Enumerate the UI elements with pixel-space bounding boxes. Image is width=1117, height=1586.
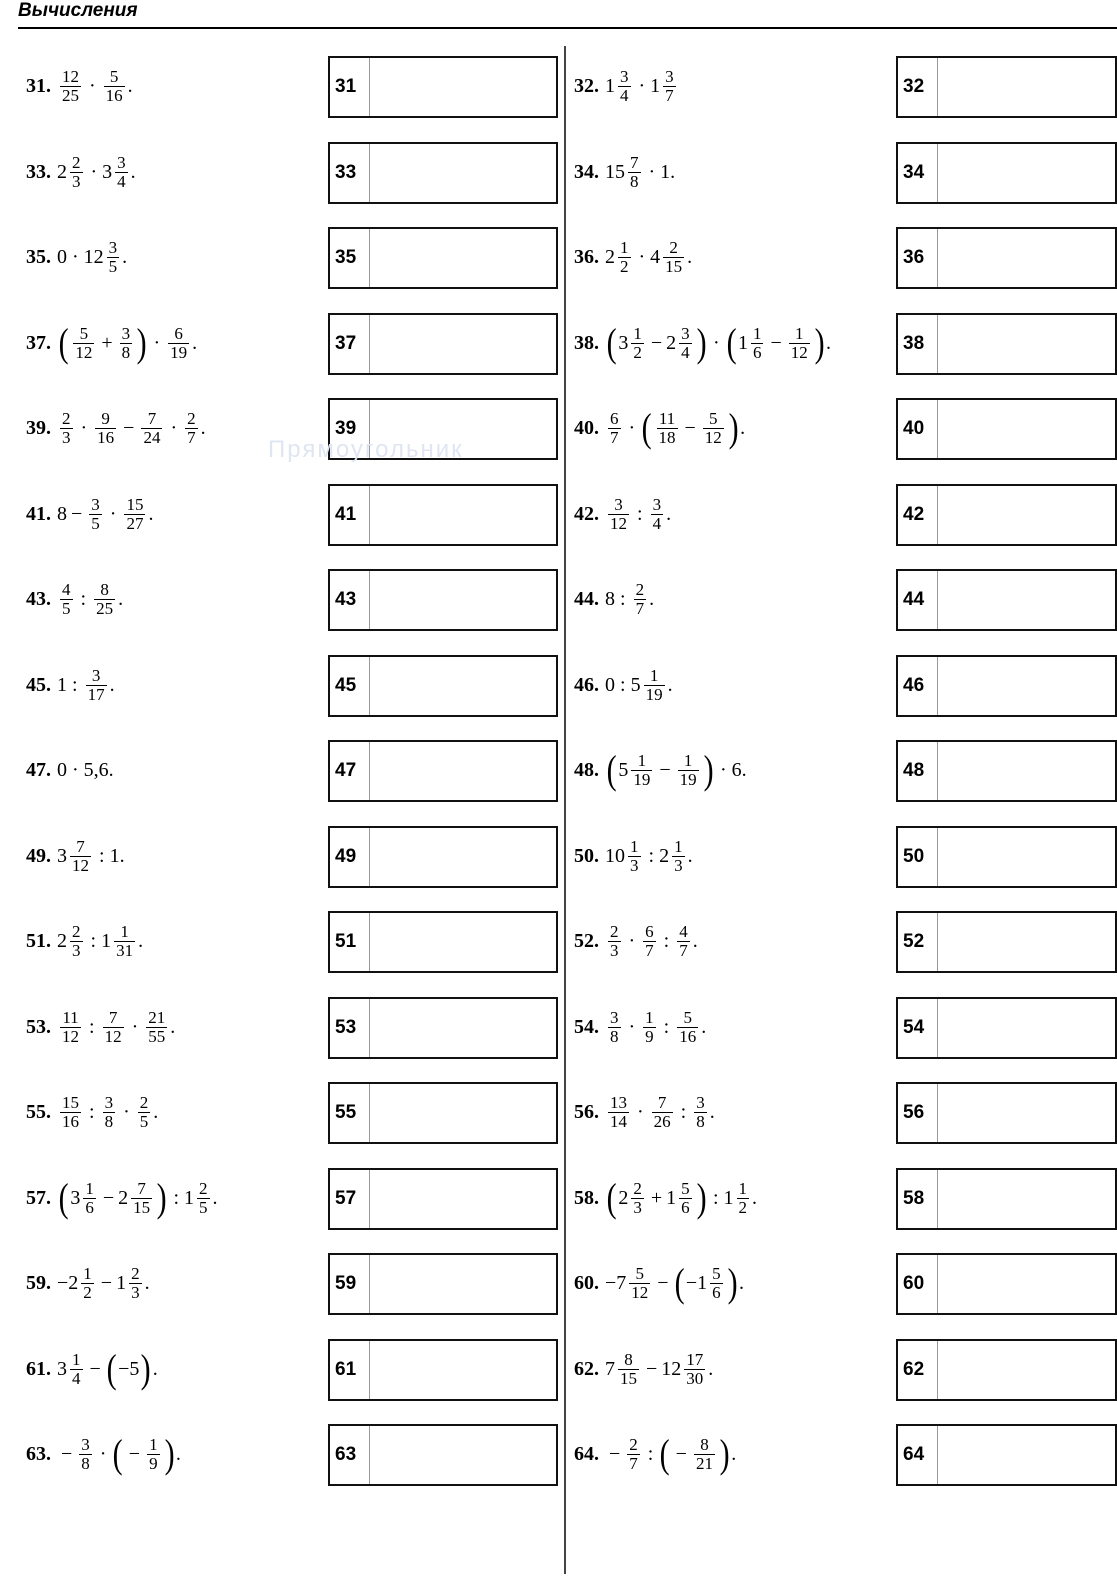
answer-box-number: 46: [898, 657, 938, 715]
problem-number: 52.: [574, 930, 599, 953]
problem-cell-right: [566, 386, 1117, 472]
problem-number: 57.: [26, 1186, 51, 1209]
problem-number: 34.: [574, 160, 599, 183]
answer-box-number: 63: [330, 1426, 370, 1484]
answer-box[interactable]: [328, 142, 558, 204]
answer-box[interactable]: [896, 655, 1117, 717]
problem-row: [0, 386, 1117, 472]
answer-box-number: 45: [330, 657, 370, 715]
problem-expression: 41. 8 − $\frac{3}{5}$ · $\frac{15}{27}$ .: [26, 494, 154, 533]
problem-number: 64.: [574, 1443, 599, 1466]
problem-number: 61.: [26, 1357, 51, 1380]
watermark-text: Прямоугольник: [268, 436, 464, 463]
answer-box[interactable]: [328, 1339, 558, 1401]
problem-cell-right: [566, 472, 1117, 558]
answer-input[interactable]: [938, 1341, 1115, 1399]
problem-number: 33.: [26, 160, 51, 183]
problem-expression: 62. 7 $\frac{8}{15}$ − 12 $\frac{17}{30}$ .: [574, 1349, 714, 1388]
problem-cell-left: [0, 1241, 564, 1327]
answer-box[interactable]: [328, 1168, 558, 1230]
problem-cell-left: [0, 1412, 564, 1498]
problem-expression: 59. −2 $\frac{1}{2}$ − 1 $\frac{2}{3}$ .: [26, 1264, 150, 1303]
answer-input[interactable]: [370, 1255, 556, 1313]
answer-box[interactable]: [896, 484, 1117, 546]
problem-number: 59.: [26, 1272, 51, 1295]
answer-input[interactable]: [938, 913, 1115, 971]
problem-row: [0, 215, 1117, 301]
problem-number: 54.: [574, 1015, 599, 1038]
answer-input[interactable]: [938, 657, 1115, 715]
problem-expression: 53. $\frac{11}{12}$ : $\frac{7}{12}$ · $\frac{21}{55}$ .: [26, 1007, 176, 1046]
problem-cell-right: [566, 44, 1117, 130]
problem-cell-left: [0, 215, 564, 301]
answer-input[interactable]: [938, 58, 1115, 116]
answer-input[interactable]: [370, 1170, 556, 1228]
answer-box-number: 48: [898, 742, 938, 800]
answer-box-number: 52: [898, 913, 938, 971]
problem-row: [0, 130, 1117, 216]
problem-expression: 64. − $\frac{2}{7}$ : ( − $\frac{8}{21}$ ) .: [574, 1431, 737, 1477]
problem-expression: 35. 0 · 12 $\frac{3}{5}$ .: [26, 238, 128, 277]
answer-box-number: 47: [330, 742, 370, 800]
answer-box-number: 56: [898, 1084, 938, 1142]
problem-row: [0, 814, 1117, 900]
answer-box[interactable]: [896, 1168, 1117, 1230]
problem-number: 43.: [26, 588, 51, 611]
answer-input[interactable]: [370, 144, 556, 202]
problem-number: 37.: [26, 331, 51, 354]
problem-row: [0, 44, 1117, 130]
problem-cell-right: [566, 985, 1117, 1071]
problem-cell-left: [0, 814, 564, 900]
answer-input[interactable]: [370, 913, 556, 971]
answer-box-number: 37: [330, 315, 370, 373]
problem-number: 40.: [574, 417, 599, 440]
problem-expression: 45. 1 : $\frac{3}{17}$ .: [26, 665, 115, 704]
problem-row: [0, 643, 1117, 729]
problem-cell-left: [0, 1156, 564, 1242]
answer-box-number: 33: [330, 144, 370, 202]
problem-number: 39.: [26, 417, 51, 440]
problem-row: [0, 899, 1117, 985]
answer-box[interactable]: [328, 826, 558, 888]
answer-box[interactable]: [896, 826, 1117, 888]
problem-number: 31.: [26, 75, 51, 98]
answer-box-number: 39: [330, 400, 370, 458]
answer-box[interactable]: [896, 1339, 1117, 1401]
answer-box-number: 61: [330, 1341, 370, 1399]
problem-row: [0, 472, 1117, 558]
answer-box[interactable]: [328, 1253, 558, 1315]
answer-box-number: 35: [330, 229, 370, 287]
problem-number: 35.: [26, 246, 51, 269]
problem-expression: 57. ( 3 $\frac{1}{6}$ − 2 $\frac{7}{15}$ ) : 1 $\frac{2}{5}$ .: [26, 1174, 218, 1220]
problem-cell-right: [566, 643, 1117, 729]
answer-input[interactable]: [938, 1170, 1115, 1228]
problem-row: [0, 728, 1117, 814]
problem-expression: 51. 2 $\frac{2}{3}$ : 1 $\frac{1}{31}$ .: [26, 922, 144, 961]
problem-number: 48.: [574, 759, 599, 782]
answer-box[interactable]: [328, 313, 558, 375]
answer-box-number: 43: [330, 571, 370, 629]
answer-box[interactable]: [896, 1253, 1117, 1315]
answer-box-number: 54: [898, 999, 938, 1057]
problem-number: 56.: [574, 1101, 599, 1124]
problem-expression: 61. 3 $\frac{1}{4}$ − ( −5 ) .: [26, 1345, 158, 1391]
problem-expression: 36. 2 $\frac{1}{2}$ · 4 $\frac{2}{15}$ .: [574, 238, 693, 277]
problem-row: [0, 301, 1117, 387]
problem-number: 50.: [574, 844, 599, 867]
problem-expression: 54. $\frac{3}{8}$ · $\frac{1}{9}$ : $\frac{5}{16}$ .: [574, 1007, 707, 1046]
problem-cell-right: [566, 130, 1117, 216]
answer-box-number: 55: [330, 1084, 370, 1142]
problem-cell-left: [0, 44, 564, 130]
problem-row: [0, 1327, 1117, 1413]
page-title: Вычисления: [18, 0, 138, 21]
problem-cell-left: [0, 130, 564, 216]
problem-row: [0, 1070, 1117, 1156]
problem-expression: 43. $\frac{4}{5}$ : $\frac{8}{25}$ .: [26, 580, 124, 619]
answer-input[interactable]: [370, 229, 556, 287]
problem-cell-left: [0, 557, 564, 643]
problem-number: 51.: [26, 930, 51, 953]
answer-box-number: 50: [898, 828, 938, 886]
problem-expression: 48. ( 5 $\frac{1}{19}$ − $\frac{1}{19}$ ) · 6.: [574, 747, 747, 793]
answer-box-number: 34: [898, 144, 938, 202]
problem-expression: 33. 2 $\frac{2}{3}$ · 3 $\frac{3}{4}$ .: [26, 152, 136, 191]
answer-box-number: 31: [330, 58, 370, 116]
answer-box-number: 44: [898, 571, 938, 629]
answer-input[interactable]: [370, 571, 556, 629]
problem-expression: 46. 0 : 5 $\frac{1}{19}$ .: [574, 665, 673, 704]
answer-box-number: 58: [898, 1170, 938, 1228]
problem-number: 32.: [574, 75, 599, 98]
answer-input[interactable]: [370, 315, 556, 373]
answer-box[interactable]: [328, 398, 558, 460]
problem-cell-left: [0, 985, 564, 1071]
answer-box[interactable]: [896, 313, 1117, 375]
answer-box[interactable]: [896, 142, 1117, 204]
problem-expression: 31. $\frac{12}{25}$ · $\frac{5}{16}$ .: [26, 67, 133, 106]
answer-box-number: 60: [898, 1255, 938, 1313]
problem-expression: 34. 15 $\frac{7}{8}$ · 1.: [574, 152, 676, 191]
problem-cell-left: [0, 643, 564, 729]
problem-cell-left: [0, 472, 564, 558]
problem-cell-right: [566, 215, 1117, 301]
problem-number: 55.: [26, 1101, 51, 1124]
answer-box-number: 53: [330, 999, 370, 1057]
problem-expression: 44. 8 : $\frac{2}{7}$ .: [574, 580, 655, 619]
problem-cell-right: [566, 899, 1117, 985]
problem-number: 42.: [574, 502, 599, 525]
answer-input[interactable]: [938, 315, 1115, 373]
answer-input[interactable]: [938, 486, 1115, 544]
answer-input[interactable]: [370, 657, 556, 715]
problem-expression: 38. ( 3 $\frac{1}{2}$ − 2 $\frac{3}{4}$ ) · ( 1 $\frac{1}{6}$ − $\frac{1}{12}$ ) .: [574, 319, 832, 365]
answer-input[interactable]: [938, 1084, 1115, 1142]
answer-box-number: 42: [898, 486, 938, 544]
problem-number: 38.: [574, 331, 599, 354]
answer-input[interactable]: [370, 999, 556, 1057]
answer-box[interactable]: [896, 997, 1117, 1059]
answer-box-number: 59: [330, 1255, 370, 1313]
answer-input[interactable]: [370, 486, 556, 544]
problem-expression: 50. 10 $\frac{1}{3}$ : 2 $\frac{1}{3}$ .: [574, 836, 693, 875]
problem-expression: 47. 0 · 5,6.: [26, 759, 114, 782]
answer-box[interactable]: [328, 56, 558, 118]
problem-row: [0, 1241, 1117, 1327]
answer-box[interactable]: [896, 1424, 1117, 1486]
answer-input[interactable]: [370, 58, 556, 116]
answer-input[interactable]: [938, 828, 1115, 886]
problem-expression: 42. $\frac{3}{12}$ : $\frac{3}{4}$ .: [574, 494, 672, 533]
problem-cell-left: [0, 1070, 564, 1156]
problem-number: 45.: [26, 673, 51, 696]
answer-box-number: 32: [898, 58, 938, 116]
problem-cell-right: [566, 728, 1117, 814]
answer-input[interactable]: [370, 1084, 556, 1142]
answer-box-number: 64: [898, 1426, 938, 1484]
problem-cell-right: [566, 301, 1117, 387]
problem-expression: 63. − $\frac{3}{8}$ · ( − $\frac{1}{9}$ ) .: [26, 1431, 181, 1477]
problem-expression: 39. $\frac{2}{3}$ · $\frac{9}{16}$ − $\frac{7}{24}$ · $\frac{2}{7}$ .: [26, 409, 206, 448]
problem-number: 47.: [26, 759, 51, 782]
answer-box-number: 36: [898, 229, 938, 287]
answer-box-number: 57: [330, 1170, 370, 1228]
problem-cell-left: [0, 386, 564, 472]
problem-cell-right: [566, 557, 1117, 643]
problem-cell-left: [0, 899, 564, 985]
problem-number: 49.: [26, 844, 51, 867]
answer-box-number: 49: [330, 828, 370, 886]
answer-input[interactable]: [370, 1341, 556, 1399]
answer-box[interactable]: [896, 569, 1117, 631]
answer-input[interactable]: [938, 1426, 1115, 1484]
answer-box[interactable]: [896, 56, 1117, 118]
problem-cell-right: [566, 1241, 1117, 1327]
problem-expression: 55. $\frac{15}{16}$ : $\frac{3}{8}$ · $\frac{2}{5}$ .: [26, 1093, 159, 1132]
problem-number: 41.: [26, 502, 51, 525]
problem-expression: 49. 3 $\frac{7}{12}$ : 1.: [26, 836, 125, 875]
answer-box[interactable]: [328, 1082, 558, 1144]
answer-box[interactable]: [896, 911, 1117, 973]
answer-box-number: 51: [330, 913, 370, 971]
answer-input[interactable]: [370, 742, 556, 800]
problem-cell-right: [566, 814, 1117, 900]
answer-box-number: 62: [898, 1341, 938, 1399]
problem-row: [0, 1412, 1117, 1498]
problem-expression: 37. ( $\frac{5}{12}$ + $\frac{3}{8}$ ) · $\frac{6}{19}$ .: [26, 319, 198, 365]
answer-box[interactable]: [896, 740, 1117, 802]
problem-row: [0, 1156, 1117, 1242]
answer-box[interactable]: [328, 655, 558, 717]
problem-number: 44.: [574, 588, 599, 611]
answer-input[interactable]: [938, 229, 1115, 287]
answer-box-number: 40: [898, 400, 938, 458]
answer-box[interactable]: [328, 740, 558, 802]
problem-row: [0, 557, 1117, 643]
answer-input[interactable]: [938, 571, 1115, 629]
problem-cell-right: [566, 1327, 1117, 1413]
answer-box[interactable]: [328, 484, 558, 546]
answer-input[interactable]: [370, 400, 556, 458]
answer-box-number: 38: [898, 315, 938, 373]
problem-cell-left: [0, 1327, 564, 1413]
problem-cell-right: [566, 1156, 1117, 1242]
problem-expression: 60. −7 $\frac{5}{12}$ − ( −1 $\frac{5}{6}$ ) .: [574, 1260, 744, 1306]
problem-number: 63.: [26, 1443, 51, 1466]
problem-number: 62.: [574, 1357, 599, 1380]
problem-row: [0, 985, 1117, 1071]
answer-input[interactable]: [370, 1426, 556, 1484]
answer-box[interactable]: [896, 227, 1117, 289]
answer-input[interactable]: [938, 144, 1115, 202]
answer-input[interactable]: [938, 1255, 1115, 1313]
answer-box[interactable]: [328, 1424, 558, 1486]
answer-box[interactable]: [328, 227, 558, 289]
problem-expression: 52. $\frac{2}{3}$ · $\frac{6}{7}$ : $\frac{4}{7}$ .: [574, 922, 698, 961]
problem-number: 58.: [574, 1186, 599, 1209]
header-divider: [18, 27, 1117, 29]
answer-input[interactable]: [938, 742, 1115, 800]
answer-box-number: 41: [330, 486, 370, 544]
answer-box[interactable]: [896, 398, 1117, 460]
problem-expression: 56. $\frac{13}{14}$ · $\frac{7}{26}$ : $\frac{3}{8}$ .: [574, 1093, 715, 1132]
answer-box[interactable]: [896, 1082, 1117, 1144]
problem-expression: 32. 1 $\frac{3}{4}$ · 1 $\frac{3}{7}$: [574, 67, 674, 106]
problem-number: 36.: [574, 246, 599, 269]
problem-cell-right: [566, 1412, 1117, 1498]
problem-cell-left: [0, 301, 564, 387]
problem-expression: 40. $\frac{6}{7}$ · ( $\frac{11}{18}$ − $\frac{5}{12}$ ) .: [574, 405, 746, 451]
answer-input[interactable]: [938, 400, 1115, 458]
problem-number: 46.: [574, 673, 599, 696]
answer-box[interactable]: [328, 569, 558, 631]
problem-number: 60.: [574, 1272, 599, 1295]
problem-number: 53.: [26, 1015, 51, 1038]
problem-grid: [0, 44, 1117, 1498]
problem-cell-right: [566, 1070, 1117, 1156]
answer-input[interactable]: [370, 828, 556, 886]
answer-box[interactable]: [328, 911, 558, 973]
problem-cell-left: [0, 728, 564, 814]
answer-input[interactable]: [938, 999, 1115, 1057]
answer-box[interactable]: [328, 997, 558, 1059]
problem-expression: 58. ( 2 $\frac{2}{3}$ + 1 $\frac{5}{6}$ ) : 1 $\frac{1}{2}$ .: [574, 1174, 757, 1220]
